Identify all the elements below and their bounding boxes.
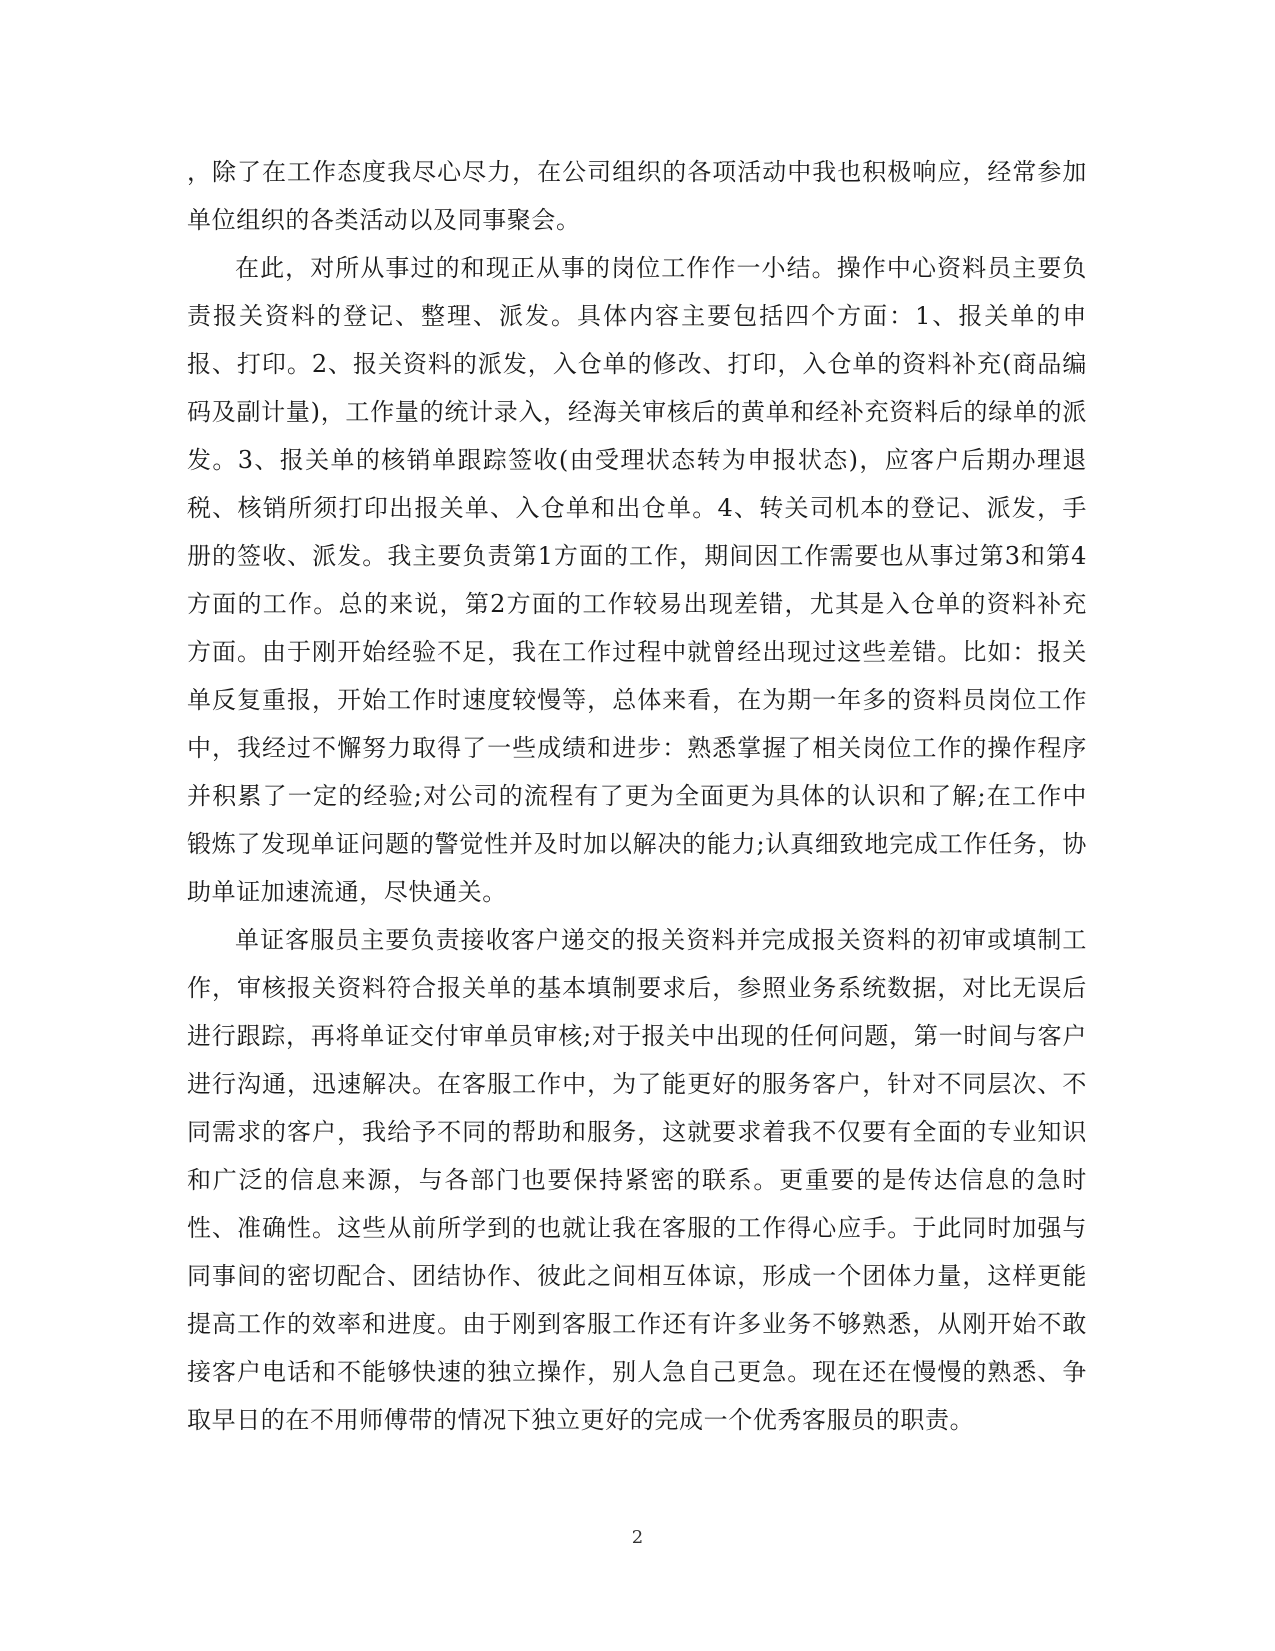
paragraph-data-clerk-summary: 在此，对所从事过的和现正从事的岗位工作作一小结。操作中心资料员主要负责报关资料的登记、整理、派发。具体内容主要包括四个方面：1、报关单的申报、打印。2、报关资料的派发，入仓单的修改、打印，入仓单的资料补充(商品编码及副计量)，工作量的统计录入，经海关审核后的黄单和经补充资料后的绿单的派发。3、报关单的核销单跟踪签收(由受理状态转为申报状态)，应客户后期办理退税、核销所须打印出报关单、入仓单和出仓单。4、转关司机本的登记、派发，手册的签收、派发。我主要负责第1方面的工作，期间因工作需要也从事过第3和第4方面的工作。总的来说，第2方面的工作较易出现差错，尤其是入仓单的资料补充方面。由于刚开始经验不足，我在工作过程中就曾经出现过这些差错。比如：报关单反复重报，开始工作时速度较慢等，总体来看，在为期一年多的资料员岗位工作中，我经过不懈努力取得了一些成绩和进步：熟悉掌握了相关岗位工作的操作程序并积累了一定的经验;对公司的流程有了更为全面更为具体的认识和了解;在工作中锻炼了发现单证问题的警觉性并及时加以解决的能力;认真细致地完成工作任务，协助单证加速流通，尽快通关。 [187,254,1087,906]
paragraph-customer-service-summary: 单证客服员主要负责接收客户递交的报关资料并完成报关资料的初审或填制工作，审核报关资料符合报关单的基本填制要求后，参照业务系统数据，对比无误后进行跟踪，再将单证交付审单员审核;对于报关中出现的任何问题，第一时间与客户进行沟通，迅速解决。在客服工作中，为了能更好的服务客户，针对不同层次、不同需求的客户，我给予不同的帮助和服务，这就要求着我不仅要有全面的专业知识和广泛的信息来源，与各部门也要保持紧密的联系。更重要的是传达信息的急时性、准确性。这些从前所学到的也就让我在客服的工作得心应手。于此同时加强与同事间的密切配合、团结协作、彼此之间相互体谅，形成一个团体力量，这样更能提高工作的效率和进度。由于刚到客服工作还有许多业务不够熟悉，从刚开始不敢接客户电话和不能够快速的独立操作，别人急自己更急。现在还在慢慢的熟悉、争取早日的在不用师傅带的情况下独立更好的完成一个优秀客服员的职责。 [187,926,1087,1434]
body-text [187,148,1087,1444]
paragraph-continuation: ，除了在工作态度我尽心尽力，在公司组织的各项活动中我也积极响应，经常参加单位组织的各类活动以及同事聚会。 [187,158,1087,234]
page-number: 2 [631,1527,644,1548]
